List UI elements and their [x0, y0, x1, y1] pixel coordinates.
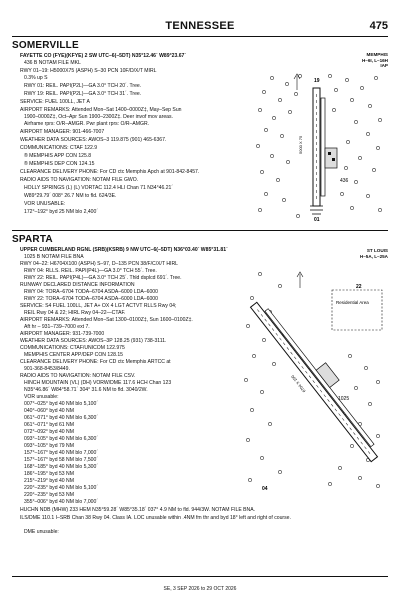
- text-line: SERVICE: FUEL 100LL, JET A: [20, 99, 90, 105]
- text-line: Aft hr – 931–739–7000 ext 7.: [24, 324, 90, 330]
- text-line: RWY 04: TORA–6704 TODA–6704 ASDA–6000 LDA–6000: [24, 289, 158, 295]
- header-rule: [12, 36, 388, 37]
- airport-diagram-fayette: [252, 70, 388, 222]
- text-line: 436 B NOTAM FILE MKL: [24, 60, 81, 66]
- vor-restriction: 040°–060° byd 40 NM: [24, 408, 74, 414]
- text-line: ® MEMPHIS APP CON 125.8: [24, 153, 92, 159]
- vor-restriction: 157°–167° byd 58 NM blo 7,500´: [24, 457, 99, 463]
- state-title: TENNESSEE: [165, 20, 235, 32]
- chart-refs-sparta: [360, 248, 388, 259]
- airport-diagram-upper-cumberland: [240, 264, 388, 494]
- text-line: AIRPORT REMARKS: Attended Mon–Sat 1300–0100Z‡, Sun 1600–0100Z‡.: [20, 317, 193, 323]
- text-line: RWY 19: REIL. PAPI(P2L)—GA 3.0° TCH 31´. Tree.: [24, 91, 142, 97]
- airport-name-line: UPPER CUMBERLAND RGNL (SRB)(KSRB) 9 NW UTC–6(–5DT) N36°03.40´ W85°31.81´: [20, 247, 228, 253]
- text-line: MEMPHIS CENTER APP/DEP CON 128.15: [24, 352, 123, 358]
- text-line: 1025 B NOTAM FILE BNA: [24, 254, 84, 260]
- runway-end-01: 01: [314, 217, 320, 222]
- text-line: 0.3% up S: [24, 75, 48, 81]
- vor-restriction: 186°–195° byd 53 NM: [24, 471, 74, 477]
- text-line: W89°29.79´ 008° 26.7 NM to fld. 624/3E.: [24, 193, 117, 199]
- text-line: VOR unusable:: [24, 394, 59, 400]
- text-line: RWY 22: TORA–6704 TODA–6704 ASDA–6000 LDA–6000: [24, 296, 158, 302]
- city-heading-somerville: SOMERVILLE: [12, 40, 79, 51]
- text-line: RADIO AIDS TO NAVIGATION: NOTAM FILE CSV.: [20, 373, 136, 379]
- field-elevation: 436: [340, 178, 349, 184]
- text-line: COMMUNICATIONS: CTAF 122.9: [20, 145, 98, 151]
- text-line: 1900–0000Z‡, Oct–Apr Sun 1900–2300Z‡. Deer invof mov areas.: [24, 114, 173, 120]
- north-arrow: [294, 74, 300, 90]
- text-line: HOLLY SPRINGS (L) (L) VORTAC 112.4 HLI Chan 71 N34°46.21´: [24, 185, 174, 191]
- vor-restriction: 072°–092° byd 40 NM: [24, 429, 74, 435]
- field-elevation: 1025: [338, 396, 350, 402]
- runway-dimension: 5000 X 75: [298, 135, 303, 154]
- text-line: RWY 01: REIL. PAPI(P2L)—GA 3.0° TCH 20´. Tree.: [24, 83, 142, 89]
- effective-dates-footer: SE, 3 SEP 2026 to 29 OCT 2026: [163, 586, 237, 592]
- vor-restriction: 093°–105° byd 79 NM: [24, 443, 74, 449]
- text-line: HINCH MOUNTAIN (VL) (DH) VORW/DME 117.6 HCH Chan 123: [24, 380, 172, 386]
- vor-restriction: 220°–235° byd 53 NM: [24, 492, 74, 498]
- text-line: SERVICE: S4 FUEL 100LL, JET A+ OX 4 LGT ACTVT RLLS Rwy 04;: [20, 303, 177, 309]
- vor-restriction: 215°–219° byd 40 NM: [24, 478, 74, 484]
- page-number: 475: [369, 20, 388, 32]
- text-line: ® MEMPHIS DEP CON 124.15: [24, 161, 95, 167]
- runway-01-19: [313, 88, 320, 206]
- text-line: CLEARANCE DELIVERY PHONE: For CD ctc Memphis Apch at 901-842-8457.: [20, 169, 200, 175]
- north-arrow: [297, 272, 303, 288]
- ils-line: ILS/DME 110.1 I–SRB Chan 38 Rwy 04. Class IA. LOC unusable within .4NM fm thr and byd 18° left and right of course.: [20, 515, 291, 521]
- vor-restriction: 061°–071° byd 40 NM blo 6,300´: [24, 415, 99, 421]
- runway-04-22: [241, 292, 388, 469]
- vor-restriction: 157°–167° byd 40 NM blo 7,000´: [24, 450, 99, 456]
- text-line: VOR UNUSABLE:: [24, 201, 66, 207]
- vor-restriction: 093°–105° byd 40 NM blo 6,300´: [24, 436, 99, 442]
- text-line: Airframe rprs: O/R–AMGR. Pwr plant rprs: O/R–AMGR.: [24, 121, 150, 127]
- text-line: RADIO AIDS TO NAVIGATION: NOTAM FILE GWO.: [20, 177, 139, 183]
- runway-dimension: 6704 X 100: [290, 374, 307, 394]
- text-line: REIL Rwy 04 & 22; HIRL Rwy 04–22—CTAF.: [24, 310, 126, 316]
- text-line: COMMUNICATIONS: CTAF/UNICOM 122.975: [20, 345, 125, 351]
- chart-refs-somerville: [362, 52, 388, 69]
- chart-ref: H–6I, L–16H: [361, 57, 388, 63]
- text-line: RWY 04–22: H6704X100 (ASPH) S–97, D–135 PCN 38/F/C/X/T HIRL: [20, 261, 178, 267]
- page-header: [12, 20, 388, 34]
- vor-restriction: 220°–235° byd 40 NM blo 5,100´: [24, 485, 99, 491]
- ndb-line: HUCHN NDB (MHW) 233 HEM N35°59.28´ W85°35.18´ 037° 4.9 NM to fld. 944/3W. NOTAM FILE BNA.: [20, 507, 256, 513]
- chart-ref: IAP: [380, 63, 388, 68]
- text-line: CLEARANCE DELIVERY PHONE: For CD ctc Memphis ARTCC at: [20, 359, 171, 365]
- text-line: 901-368-8453/8449.: [24, 366, 70, 372]
- section-rule: [12, 230, 388, 231]
- vor-restriction: 007°–025° byd 40 NM blo 5,100´: [24, 401, 99, 407]
- city-heading-sparta: SPARTA: [12, 234, 53, 245]
- text-line: AIRPORT REMARKS: Attended Mon–Sat 1400–0000Z‡, May–Sep Sun: [20, 107, 182, 113]
- residential-area: [332, 290, 382, 330]
- chart-ref: ST LOUIS: [366, 248, 388, 253]
- airport-name-line: FAYETTE CO (FYE)(KFYE) 2 SW UTC–6(–5DT) N35°12.46´ W89°23.67´: [20, 53, 187, 59]
- text-line: WEATHER DATA SOURCES: AWOS–3P 128.25 (931) 738-3111.: [20, 338, 167, 344]
- footer-rule: [12, 576, 388, 577]
- chart-ref: H–5A, L–25A: [359, 253, 388, 259]
- residential-area-label: Residential Area: [336, 300, 369, 305]
- text-line: RWY 01–19: H5000X75 (ASPH) S–30 PCN 10F/D/X/T MIRL: [20, 68, 157, 74]
- chart-ref: MEMPHIS: [366, 52, 388, 57]
- text-line: WEATHER DATA SOURCES: AWOS–3 119.875 (901) 465-6367.: [20, 137, 167, 143]
- runway-end-22: 22: [356, 284, 362, 290]
- text-line: RWY 04: RLLS. REIL. PAPI(P4L)—GA 3.0° TCH 55´. Tree.: [24, 268, 157, 274]
- runway-end-19: 19: [314, 78, 320, 84]
- text-line: RWY 22: REIL. PAPI(P4L)—GA 3.0° TCH 25´. Thld dsplcd 691´. Tree.: [24, 275, 182, 281]
- text-line: AIRPORT MANAGER: 901-466-7007: [20, 129, 105, 135]
- text-line: RUNWAY DECLARED DISTANCE INFORMATION: [20, 282, 135, 288]
- vor-restriction: 355°–006° byd 40 NM blo 7,000´: [24, 499, 99, 505]
- text-line: N35°46.86´ W84°58.71´ 304° 31.6 NM to fld. 3040/2W.: [24, 387, 148, 393]
- text-line: DME unusable:: [24, 529, 59, 535]
- text-line: AIRPORT MANAGER: 931-739-7000: [20, 331, 105, 337]
- taxiway: [321, 98, 325, 196]
- text-line: 172°–192° byd 25 NM blo 2,400´: [24, 209, 99, 215]
- apron: [325, 148, 337, 168]
- runway-end-04: 04: [262, 486, 268, 492]
- vor-restriction: 061°–071° byd 61 NM: [24, 422, 74, 428]
- vor-restriction: 168°–185° byd 40 NM blo 5,300´: [24, 464, 99, 470]
